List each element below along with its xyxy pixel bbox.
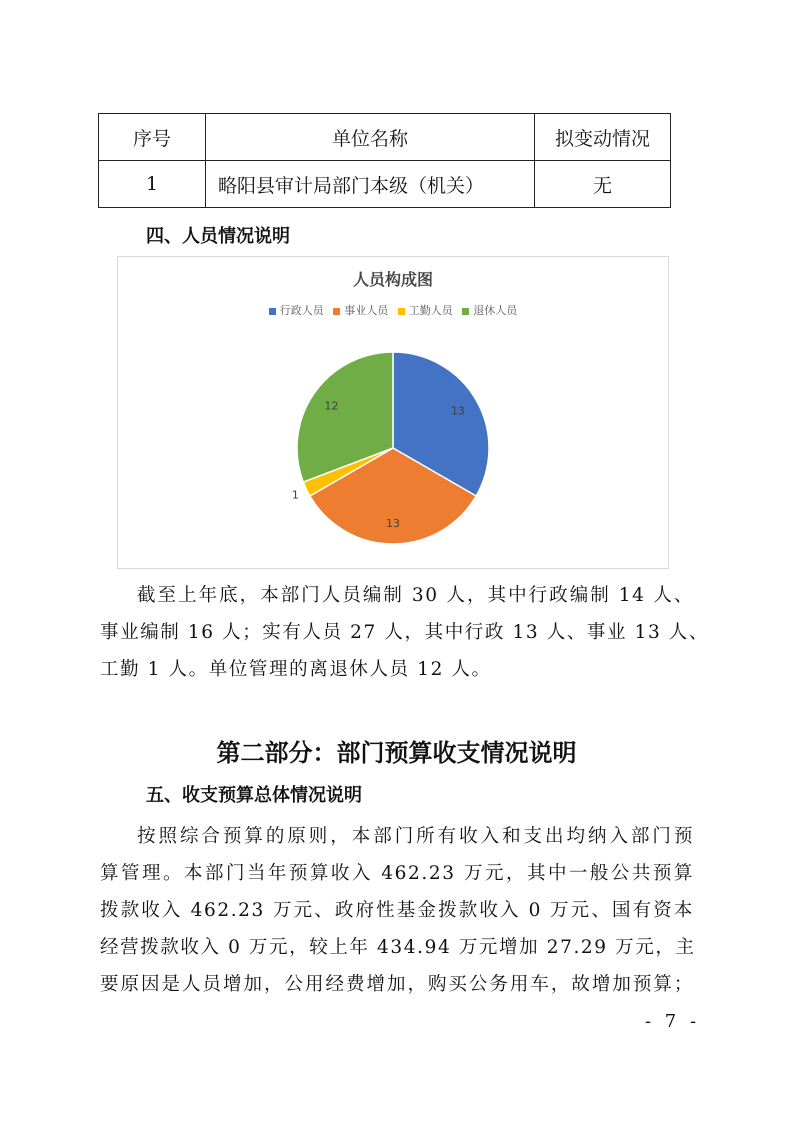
budget-paragraph [100,818,694,1003]
chart-title: 人员构成图 [352,270,433,289]
pie-data-label: 13 [386,516,400,530]
legend-label: 行政人员 [279,304,324,317]
cell-unit-name: 略阳县审计局部门本级（机关） [206,161,535,208]
unit-change-table [98,113,671,208]
header-index: 序号 [99,114,206,161]
section-heading-budget: 五、收支预算总体情况说明 [146,785,362,806]
header-unit-name: 单位名称 [206,114,535,161]
paragraph-line: 工勤 1 人。单位管理的离退休人员 12 人。 [100,659,492,680]
page-number: - 7 - [645,1011,701,1032]
legend-label: 退休人员 [473,304,518,317]
pie-plot [118,257,668,568]
paragraph-line: 算管理。本部门当年预算收入 462.23 万元，其中一般公共预算 [100,863,694,884]
legend-label: 工勤人员 [408,304,453,317]
pie-data-label: 1 [291,488,299,502]
pie-data-label: 13 [450,404,465,418]
cell-change: 无 [535,161,671,208]
paragraph-line: 按照综合预算的原则，本部门所有收入和支出均纳入部门预 [137,826,694,847]
pie-data-label: 12 [324,399,339,413]
cell-index: 1 [99,161,206,208]
staff-paragraph [100,577,710,688]
paragraph-line: 经营拨款收入 0 万元，较上年 434.94 万元增加 27.29 万元，主 [100,937,696,958]
paragraph-line: 要原因是人员增加，公用经费增加，购买公务用车，故增加预算； [100,974,694,995]
paragraph-line: 事业编制 16 人；实有人员 27 人，其中行政 13 人、事业 13 人、 [100,622,710,643]
part-two-title: 第二部分：部门预算收支情况说明 [216,738,577,767]
header-change: 拟变动情况 [535,114,671,161]
paragraph-line: 拨款收入 462.23 万元、政府性基金拨款收入 0 万元、国有资本 [100,900,694,921]
table-header-row [99,114,671,161]
pie-chart [117,256,669,569]
paragraph-line: 截至上年底，本部门人员编制 30 人，其中行政编制 14 人、 [137,585,694,606]
table-row [99,161,671,208]
legend-label: 事业人员 [344,304,389,317]
section-heading-staff: 四、人员情况说明 [146,226,290,247]
